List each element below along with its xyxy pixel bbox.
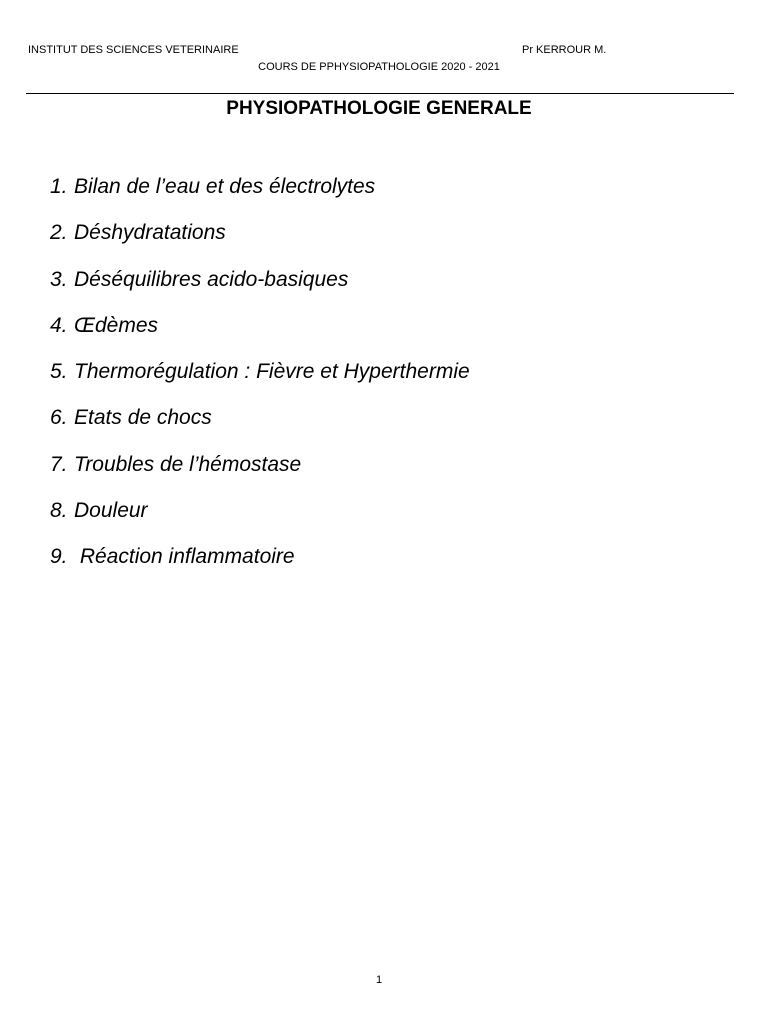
toc-item-number: 8.	[50, 499, 68, 523]
toc-item-number: 3.	[50, 267, 68, 291]
toc-item-1	[50, 173, 470, 219]
toc-item-label: Déséquilibres acido-basiques	[74, 267, 349, 291]
toc-item-4	[50, 312, 470, 358]
toc-item-label: Troubles de l’hémostase	[74, 452, 302, 476]
toc-item-number: 1.	[50, 175, 68, 198]
header-divider	[26, 93, 734, 94]
toc-item-number: 5.	[50, 360, 68, 384]
toc-item-7	[50, 451, 470, 497]
header-course: COURS DE PPHYSIOPATHOLOGIE 2020 - 2021	[258, 61, 500, 73]
toc-item-number: 6.	[50, 406, 68, 430]
toc-item-label: Bilan de l’eau et des électrolytes	[74, 175, 376, 198]
header-author: Pr KERROUR M.	[522, 44, 607, 56]
toc-item-label: Thermorégulation : Fièvre et Hyperthermie	[74, 360, 470, 384]
toc-item-number: 7.	[50, 452, 68, 476]
table-of-contents	[50, 173, 470, 590]
toc-item-label: Etats de chocs	[74, 406, 212, 430]
toc-item-label: Douleur	[74, 499, 148, 523]
toc-item-3	[50, 266, 470, 312]
toc-item-number: 4.	[50, 313, 68, 337]
toc-item-label: Déshydratations	[74, 221, 226, 245]
toc-item-9	[50, 543, 470, 589]
toc-item-number: 9.	[50, 545, 68, 569]
page-title: PHYSIOPATHOLOGIE GENERALE	[226, 98, 532, 119]
toc-item-label: Réaction inflammatoire	[74, 545, 295, 569]
toc-item-label: Œdèmes	[74, 313, 159, 337]
toc-item-number: 2.	[50, 221, 68, 245]
toc-item-5	[50, 358, 470, 404]
toc-item-2	[50, 219, 470, 265]
toc-item-8	[50, 497, 470, 543]
header-institution: INSTITUT DES SCIENCES VETERINAIRE	[28, 44, 239, 56]
toc-item-6	[50, 404, 470, 450]
page-number: 1	[375, 974, 383, 986]
